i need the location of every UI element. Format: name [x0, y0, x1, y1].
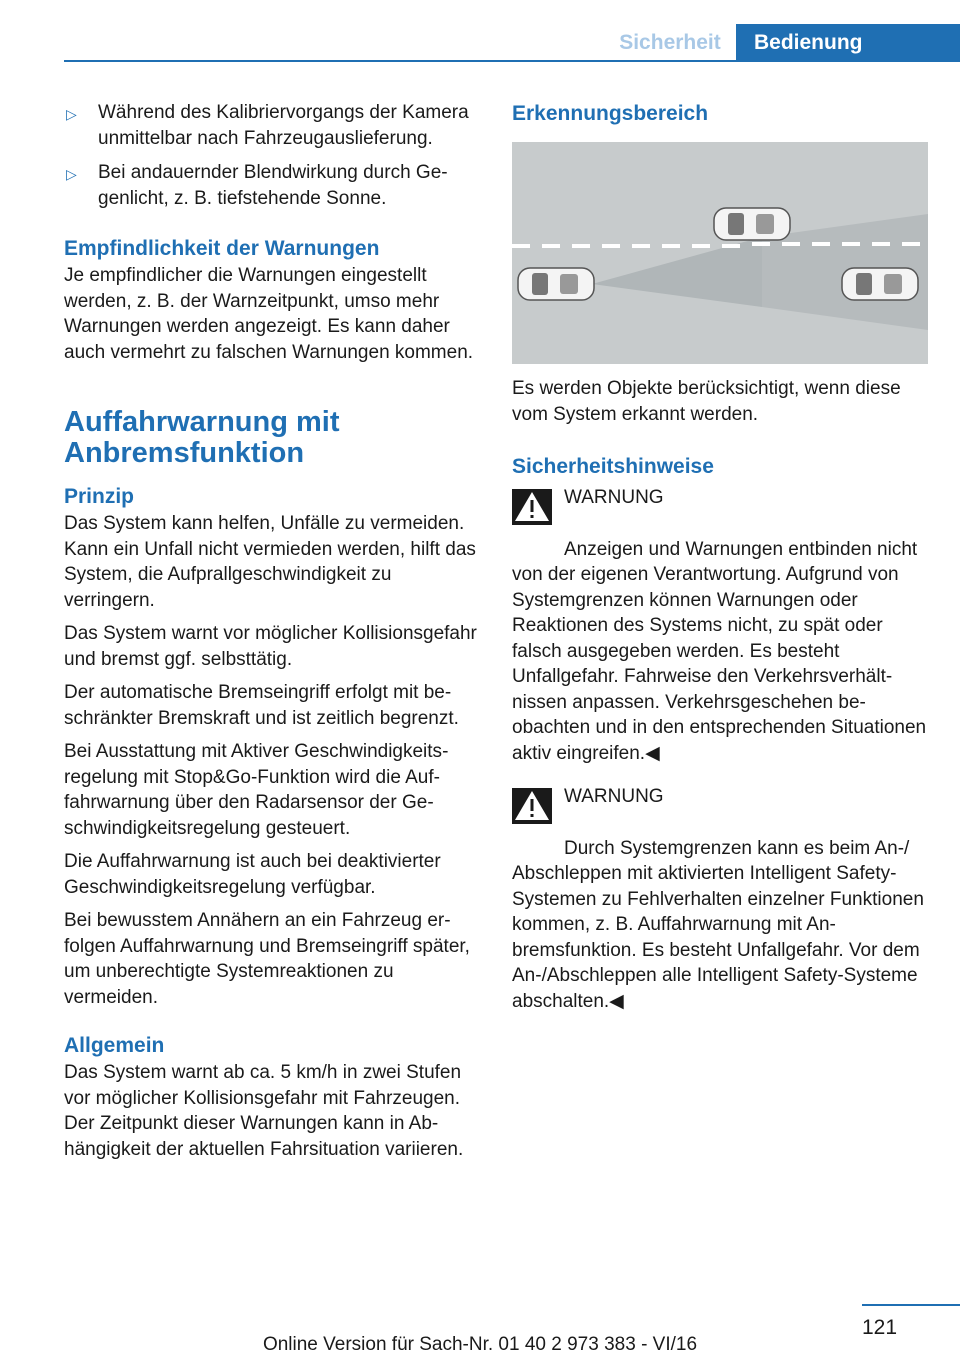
road-illustration-svg	[512, 142, 928, 364]
warning-triangle-icon	[512, 784, 564, 832]
paragraph: Die Auffahrwarnung ist auch bei deaktivierter Geschwindigkeitsregelung verfügbar.	[64, 851, 441, 898]
warning-block	[512, 485, 930, 766]
bullet-item	[64, 100, 482, 151]
warning-text: Durch Systemgrenzen kann es beim An-/ Abschleppen mit aktivierten Intelligent Safety-Systemen zu Fehlverhalten einzelner Funktionen kommen, z. B. Auffahrwarnung mit Anbremsfunktion. Es besteht Unfallgefahr. Vor dem An-/Abschleppen alle Intelligent Safety-Systeme abschalten.◀	[512, 837, 924, 1012]
left-column	[64, 100, 482, 1170]
heading-prinzip: Prinzip	[64, 485, 135, 508]
paragraph: Bei bewusstem Annähern an ein Fahrzeug erfolgen Auffahrwarnung und Bremseingriff später, um unberechtigte Systemreaktionen zu vermeiden.	[64, 910, 470, 1008]
paragraph: Bei Ausstattung mit Aktiver Geschwindigkeitsregelung mit Stop&Go-Funktion wird die Auffahrwarnung über den Radarsensor der Geschwindigkeitsregelung gesteuert.	[64, 741, 449, 839]
warning-block	[512, 784, 930, 1014]
section-title: Auffahrwarnung mit Anbremsfunktion	[64, 406, 340, 469]
header-rule	[64, 60, 960, 62]
warning-triangle-icon	[512, 485, 564, 533]
page-number: 121	[862, 1316, 898, 1339]
car-icon	[714, 208, 790, 240]
heading-erkennungsbereich: Erkennungsbereich	[512, 102, 709, 125]
bullet-text: Bei andauernder Blendwirkung durch Gegenlicht, z. B. tiefstehende Sonne.	[98, 162, 448, 209]
right-column	[512, 100, 930, 1022]
warning-label: WARNUNG	[564, 786, 664, 807]
figure-caption: Es werden Objekte berücksichtigt, wenn diese vom System erkannt werden.	[512, 378, 901, 425]
warning-text: Anzeigen und Warnungen entbinden nicht von der eigenen Verantwortung. Aufgrund von Systemgrenzen können Warnungen oder Reaktionen des Systems nicht, zu spät oder falsch ausgegeben werden. Es besteht Unfallgefahr. Fahrweise den Verkehrsverhältnissen anpassen. Verkehrsgeschehen beobachten und in den entsprechenden Situationen aktiv eingreifen.◀	[512, 538, 927, 764]
footer-online-version: Online Version für Sach-Nr. 01 40 2 973 383 - VI/16	[262, 1334, 698, 1355]
paragraph: Das System kann helfen, Unfälle zu vermeiden. Kann ein Unfall nicht vermieden werden, hilft das System, die Aufprallgeschwindigkeit zu verringern.	[64, 513, 476, 611]
detection-range-illustration	[512, 142, 928, 364]
triangle-bullet-icon: ▷	[66, 166, 77, 182]
tab-sicherheit[interactable]: Sicherheit	[619, 31, 721, 54]
car-icon	[842, 268, 918, 300]
paragraph: Das System warnt vor möglicher Kollisionsgefahr und bremst ggf. selbsttätig.	[64, 623, 477, 670]
footer-rule	[862, 1304, 960, 1306]
heading-sicherheitshinweise: Sicherheitshinweise	[512, 455, 714, 478]
paragraph: Der automatische Bremseingriff erfolgt mit beschränkter Bremskraft und ist zeitlich begrenzt.	[64, 682, 459, 729]
paragraph-allgemein: Das System warnt ab ca. 5 km/h in zwei Stufen vor möglicher Kollisionsgefahr mit Fahrzeugen. Der Zeitpunkt dieser Warnungen kann in Abhängigkeit der aktuellen Fahrsituation variieren.	[64, 1062, 464, 1160]
car-icon	[518, 268, 594, 300]
heading-empfindlichkeit: Empfindlichkeit der Warnungen	[64, 237, 380, 260]
bullet-item	[64, 160, 482, 211]
heading-allgemein: Allgemein	[64, 1034, 165, 1057]
tab-bedienung[interactable]: Bedienung	[736, 24, 960, 62]
warning-label: WARNUNG	[564, 487, 664, 508]
paragraph-empfindlichkeit: Je empfindlicher die Warnungen eingestellt werden, z. B. der Warnzeitpunkt, umso mehr Warnungen werden angezeigt. Es kann daher auch vermehrt zu falschen Warnungen kommen.	[64, 265, 474, 363]
triangle-bullet-icon: ▷	[66, 106, 77, 122]
bullet-text: Während des Kalibriervorgangs der Kamera unmittelbar nach Fahrzeugauslieferung.	[98, 102, 469, 149]
